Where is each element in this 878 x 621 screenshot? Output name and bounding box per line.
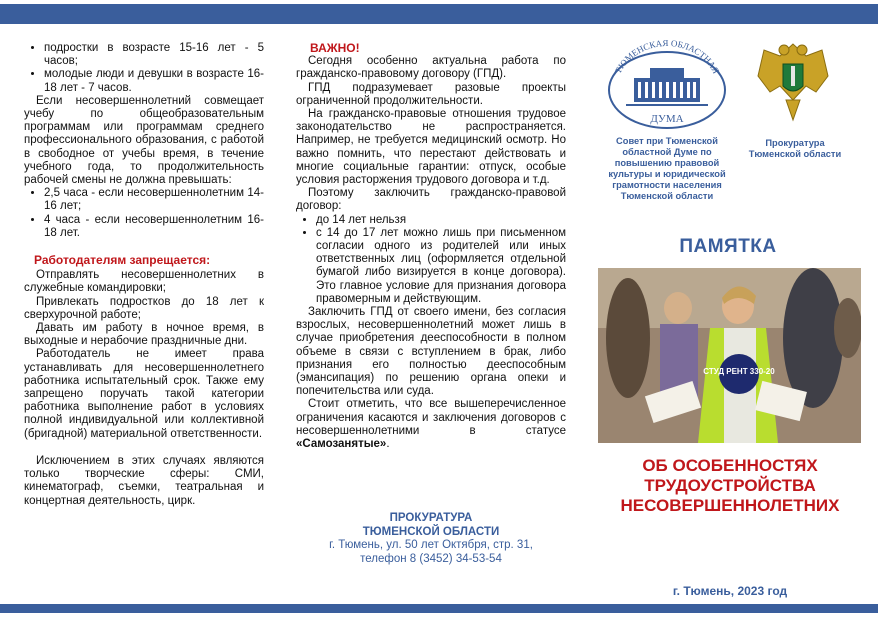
duma-logo-arc-text: ТЮМЕНСКАЯ ОБЛАСТНАЯ (612, 38, 722, 76)
duma-logo (604, 38, 730, 130)
list-item: • 2,5 часа - если несовершеннолетним 14-16 лет; (44, 187, 264, 213)
duma-council-caption: Совет при Тюменской областной Думе по повышению правовой культуры и юридической грамотности населения Тюменской области (608, 136, 726, 201)
forbidden-item: Привлекать подростков до 18 лет к сверхурочной работе; (24, 295, 264, 321)
forbidden-item: Отправлять несовершеннолетних в служебные командировки; (24, 269, 264, 295)
address: г. Тюмень, ул. 50 лет Октября, стр. 31, (329, 539, 533, 551)
duma-logo-bottom-text: ДУМА (650, 113, 684, 125)
self-employed-term: «Самозанятые» (296, 438, 387, 451)
list-item: • молодые люди и девушки в возрасте 16-18 лет - 7 часов. (44, 68, 264, 94)
vest-sign-text: СТУД РЕНТ 330-20 (703, 367, 775, 376)
important-heading: ВАЖНО! (310, 41, 360, 55)
paragraph-study-combination: Если несовершеннолетний совмещает учебу по общеобразовательным программам или программам среднего профессионального образования, с работой в свободное от учебы время, в течение учебного года, то продолжительность рабочей смены не должна превышать: (24, 94, 264, 187)
column-left (24, 42, 264, 508)
column-middle (296, 42, 566, 451)
list-item: • подростки в возрасте 15-16 лет - 5 часов; (44, 42, 264, 68)
forbidden-heading: Работодателям запрещается: (34, 253, 211, 268)
text-span: . (386, 438, 390, 451)
paragraph: ГПД подразумевает разовые проекты ограниченной продолжительности. (296, 81, 566, 107)
paragraph: Заключить ГПД от своего имени, без согласия взрослых, несовершеннолетний может лишь в случае приобретения дееспособности в полном объеме в связи с вступлением в брак, либо признания его полностью дееспособным (эмансипация) по решению органа опеки и попечительства или суда. (296, 306, 566, 398)
paragraph: На гражданско-правовые отношения трудовое законодательство не распространяется. Например, не требуется медицинский осмотр. Но важно помнить, что перестают действовать и многие социальные гарантии: отпуск, особые условия расторжения трудового договора и т.д. (296, 108, 566, 187)
gpd-conditions-list (296, 214, 566, 306)
top-banner-bar (0, 4, 878, 24)
city-year: г. Тюмень, 2023 год (672, 584, 788, 598)
list-item: • 4 часа - если несовершеннолетним 16-18 лет. (44, 214, 264, 240)
teen-with-flyers-photo (598, 268, 861, 443)
phone: телефон 8 (3452) 34-53-54 (360, 552, 502, 565)
paragraph-self-employed (296, 398, 566, 451)
brochure-title: ПАМЯТКА (679, 236, 777, 257)
prosecutor-emblem (750, 36, 836, 126)
bottom-banner-bar (0, 604, 878, 613)
org-name-line1: ПРОКУРАТУРА (389, 512, 473, 524)
forbidden-item: Давать им работу в ночное время, в выходные и нерабочие праздничные дни. (24, 322, 264, 348)
paragraph-exception: Исключением в этих случаях являются только творческие сферы: СМИ, кинематограф, съемки, театральная и концертная деятельность, цирк. (24, 454, 264, 507)
paragraph: Поэтому заключить гражданско-правовой договор: (296, 187, 566, 213)
list-item: • до 14 лет нельзя (316, 214, 566, 227)
list-item: • с 14 до 17 лет можно лишь при письменном согласии одного из родителей или иных ответственных лиц (оформляется отдельной бумагой либо визируется в конце договора). Это главное условие для признания договора правомерным и действующим. (316, 227, 566, 306)
org-name-line2: ТЮМЕНСКОЙ ОБЛАСТИ (362, 525, 500, 538)
prosecutor-contact-block (296, 512, 566, 566)
study-hours-list (24, 187, 264, 240)
paragraph-probation: Работодатель не имеет права устанавливать для несовершеннолетнего работника испытательный срок. Также ему запрещено поручать такой категории работника выполнение работ в условиях полной индивидуальной или коллективной (бригадной) материальной ответственности. (24, 348, 264, 440)
brochure-subtitle: ОБ ОСОБЕННОСТЯХ ТРУДОУСТРОЙСТВА НЕСОВЕРШЕННОЛЕТНИХ (620, 456, 840, 515)
work-hours-list (24, 42, 264, 95)
prosecutor-caption: Прокуратура Тюменской области (748, 138, 842, 159)
text-span: Стоит отметить, что все вышеперечисленное ограничения касаются и заключения договоров с несовершеннолетними в статусе (296, 398, 566, 437)
paragraph: Сегодня особенно актуальна работа по гражданско-правовому договору (ГПД). (296, 55, 566, 81)
